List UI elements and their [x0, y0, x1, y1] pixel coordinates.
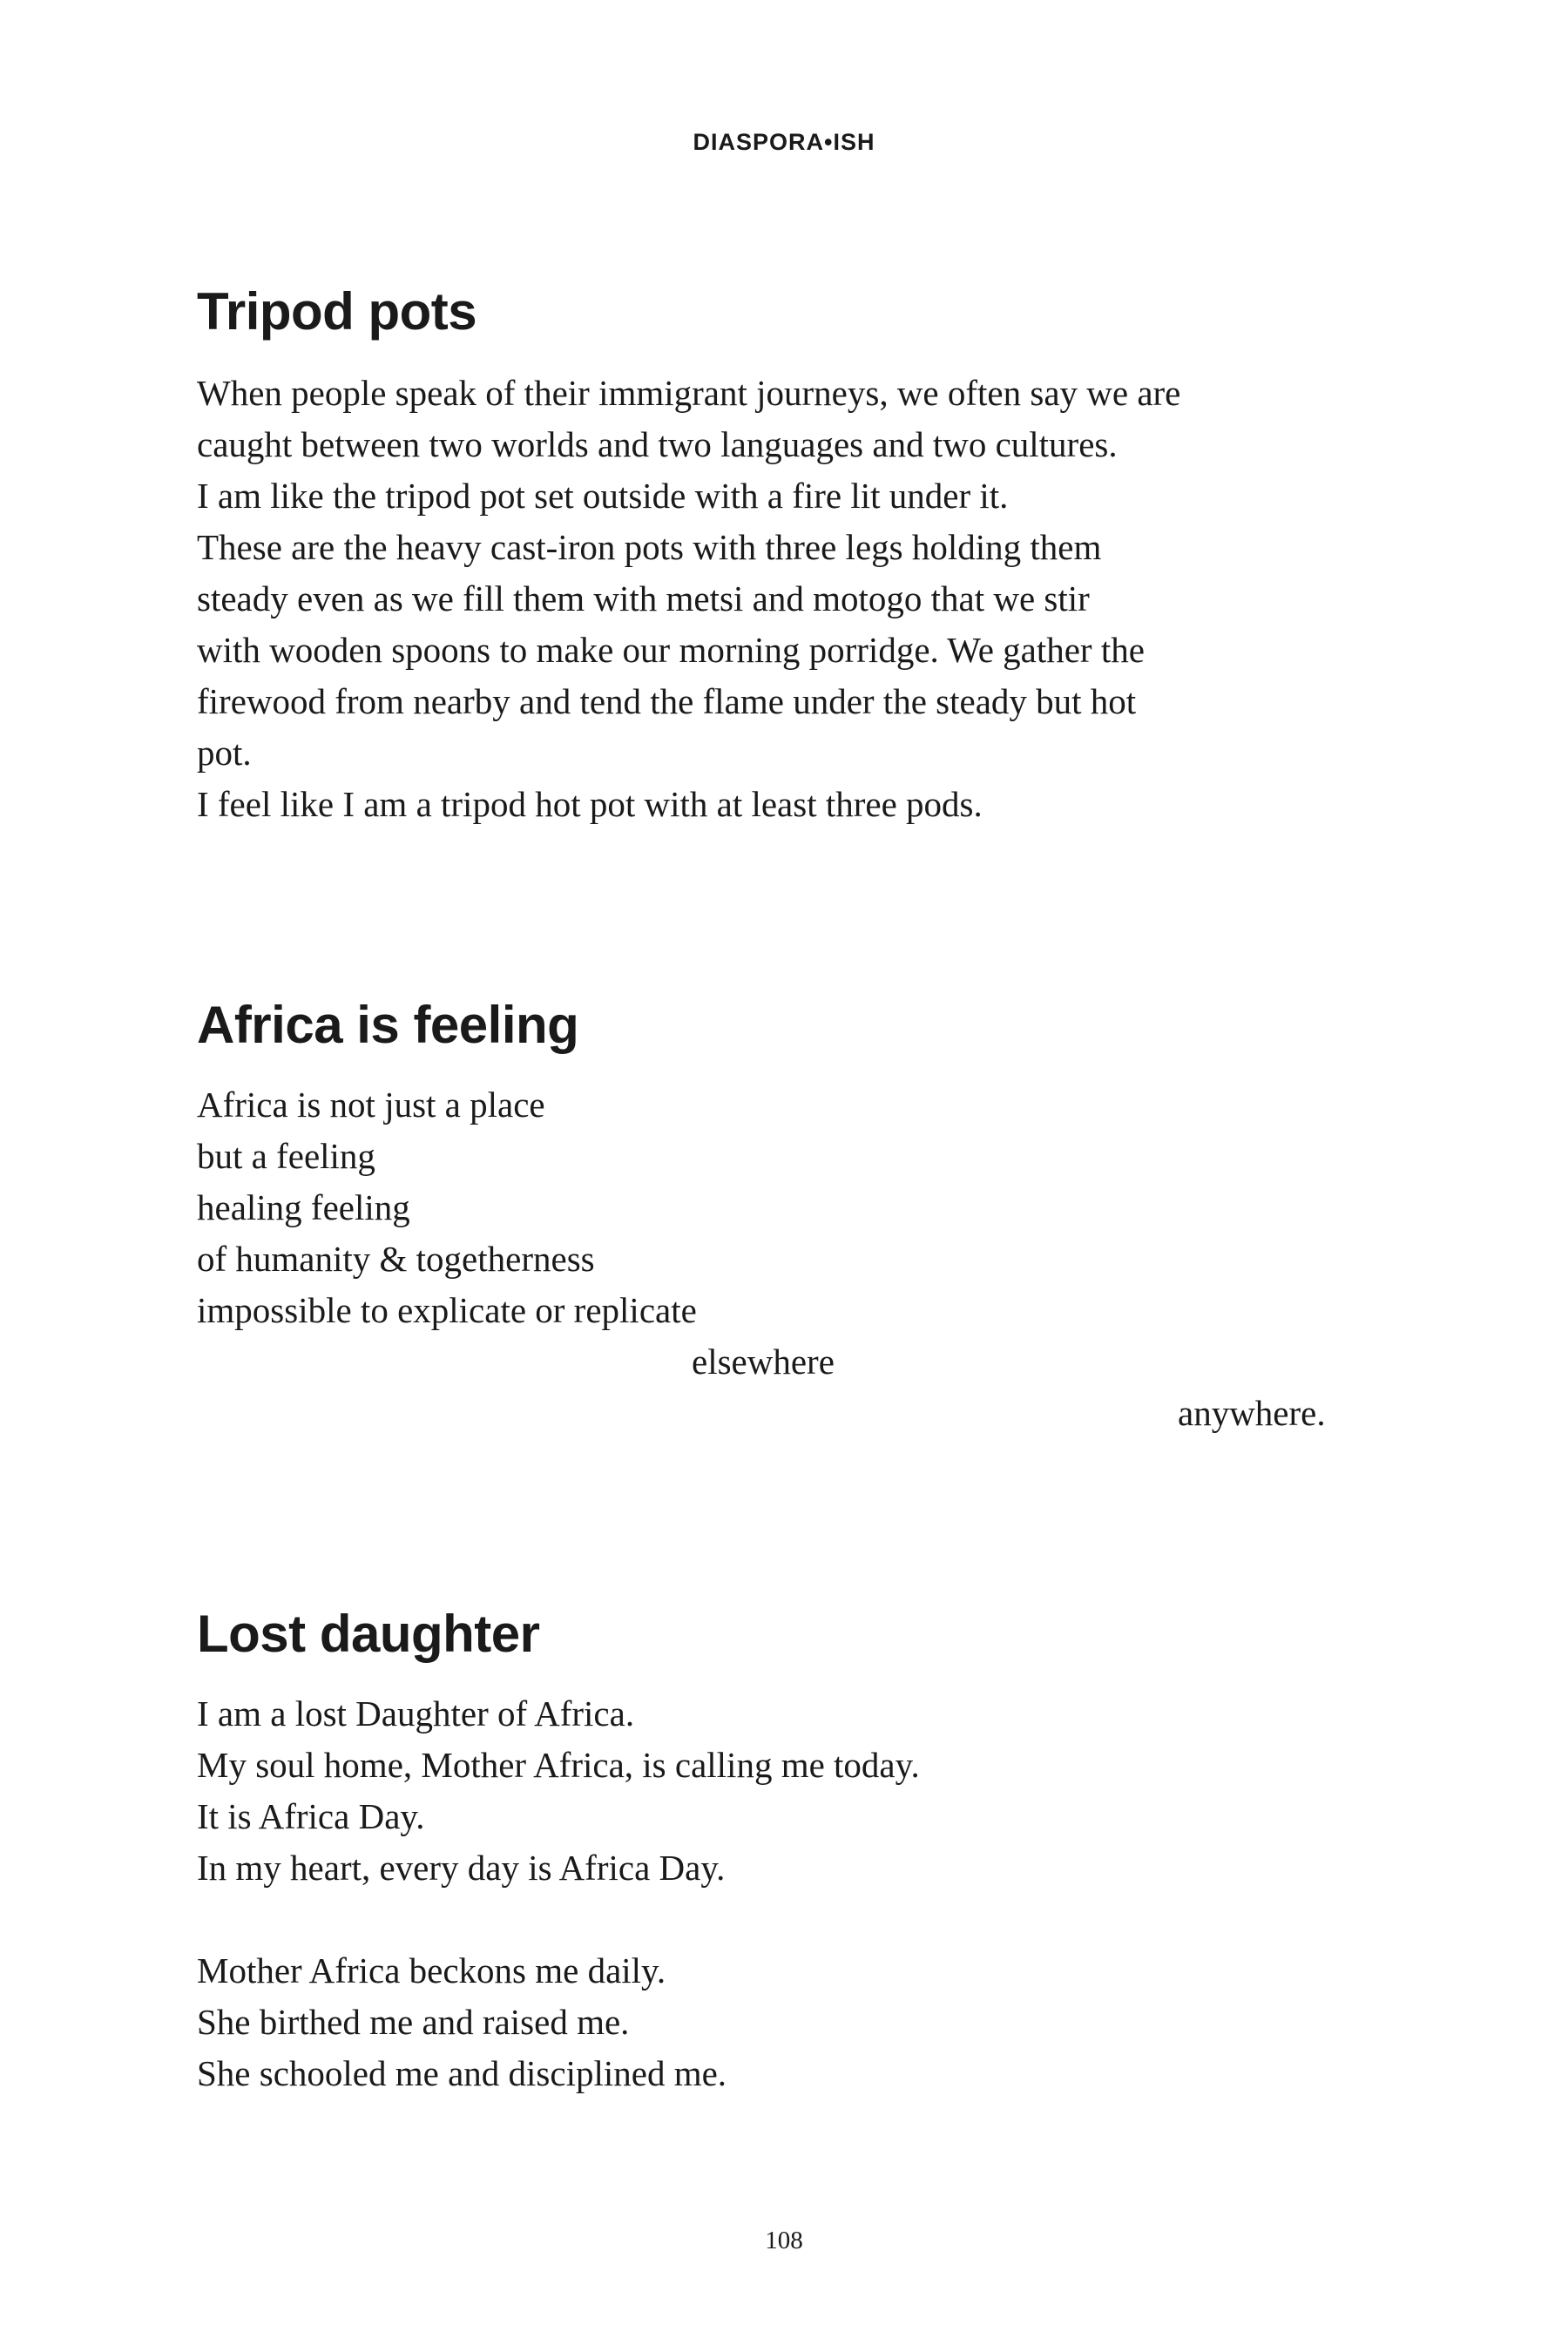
poem-line: She schooled me and disciplined me. — [197, 2053, 727, 2093]
poem-body — [197, 1688, 1399, 2099]
section-title: Africa is feeling — [197, 996, 579, 1054]
page-number: 108 — [765, 2227, 803, 2254]
poem-line: of humanity & togetherness — [197, 1239, 595, 1279]
poem-line: impossible to explicate or replicate — [197, 1290, 697, 1330]
poem-line: but a feeling — [197, 1136, 375, 1176]
text-line: pot. — [197, 733, 252, 773]
poem-line-indented: elsewhere — [692, 1342, 835, 1382]
poem-line: I am a lost Daughter of Africa. — [197, 1693, 635, 1734]
text-line: firewood from nearby and tend the flame under the steady but hot — [197, 681, 1137, 721]
poem-line: My soul home, Mother Africa, is calling me today. — [197, 1745, 920, 1785]
section-title: Lost daughter — [197, 1605, 540, 1663]
poem-line: In my heart, every day is Africa Day. — [197, 1848, 726, 1888]
text-line: caught between two worlds and two languages and two cultures. — [197, 424, 1118, 464]
text-line: These are the heavy cast-iron pots with three legs holding them — [197, 527, 1102, 567]
text-line: with wooden spoons to make our morning porridge. We gather the — [197, 630, 1145, 670]
stanza-break — [197, 1894, 1399, 1945]
running-head: DIASPORA•ISH — [693, 129, 875, 155]
prose-paragraph — [197, 368, 1399, 830]
poem-stanza — [197, 1079, 1399, 1439]
section-africa-is-feeling — [197, 994, 1399, 1439]
poem-line: Mother Africa beckons me daily. — [197, 1950, 666, 1990]
section-title: Tripod pots — [197, 282, 477, 341]
poem-line: healing feeling — [197, 1187, 410, 1227]
section-lost-daughter — [197, 1603, 1399, 2099]
poem-line: It is Africa Day. — [197, 1796, 425, 1836]
text-line: I feel like I am a tripod hot pot with at least three pods. — [197, 784, 983, 824]
text-line: When people speak of their immigrant journeys, we often say we are — [197, 373, 1181, 413]
section-tripod-pots — [197, 280, 1399, 830]
poem-line-indented: anywhere. — [1178, 1393, 1326, 1433]
poem-line: She birthed me and raised me. — [197, 2002, 630, 2042]
text-line: steady even as we fill them with metsi and motogo that we stir — [197, 578, 1090, 618]
text-line: I am like the tripod pot set outside with a fire lit under it. — [197, 476, 1009, 516]
poem-line: Africa is not just a place — [197, 1085, 545, 1125]
